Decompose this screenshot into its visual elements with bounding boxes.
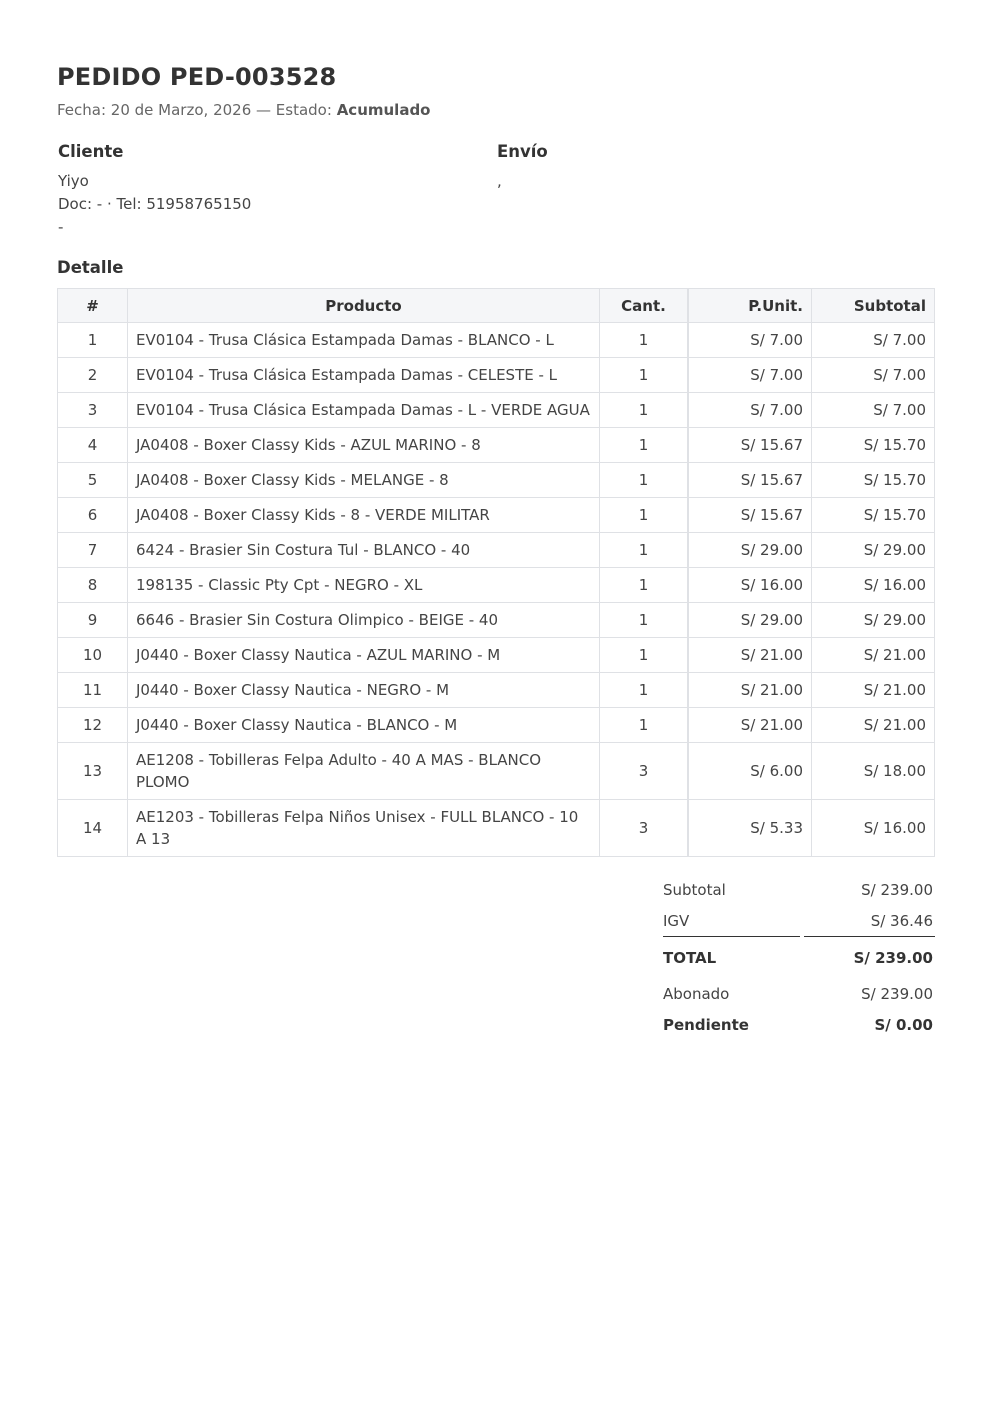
row-product: 6424 - Brasier Sin Costura Tul - BLANCO - 40 bbox=[128, 533, 600, 568]
page-title: PEDIDO PED-003528 bbox=[57, 63, 337, 91]
row-product: 198135 - Classic Pty Cpt - NEGRO - XL bbox=[128, 568, 600, 603]
row-qty: 1 bbox=[600, 428, 689, 463]
row-subtotal: S/ 29.00 bbox=[812, 603, 935, 638]
col-header-qty: Cant. bbox=[600, 289, 689, 323]
order-meta bbox=[57, 100, 935, 120]
pending-label: Pendiente bbox=[663, 1016, 749, 1034]
row-unit-price: S/ 21.00 bbox=[688, 638, 812, 673]
row-subtotal: S/ 7.00 bbox=[812, 358, 935, 393]
igv-label: IGV bbox=[663, 912, 690, 930]
row-qty: 1 bbox=[600, 393, 689, 428]
row-qty: 1 bbox=[600, 498, 689, 533]
table-row bbox=[58, 533, 935, 568]
paid-label: Abonado bbox=[663, 985, 730, 1003]
total-label: TOTAL bbox=[663, 949, 717, 967]
subtotal-row bbox=[663, 875, 935, 906]
table-row bbox=[58, 323, 935, 358]
table-row bbox=[58, 800, 935, 857]
col-header-number: # bbox=[58, 289, 128, 323]
row-product: 6646 - Brasier Sin Costura Olimpico - BEIGE - 40 bbox=[128, 603, 600, 638]
row-subtotal: S/ 16.00 bbox=[812, 568, 935, 603]
table-row bbox=[58, 638, 935, 673]
parties-section bbox=[57, 140, 935, 240]
row-number: 2 bbox=[58, 358, 128, 393]
row-number: 13 bbox=[58, 743, 128, 800]
detail-table bbox=[57, 288, 935, 857]
row-number: 14 bbox=[58, 800, 128, 857]
igv-row bbox=[663, 906, 935, 937]
table-row bbox=[58, 603, 935, 638]
row-product: J0440 - Boxer Classy Nautica - BLANCO - M bbox=[128, 708, 600, 743]
row-subtotal: S/ 21.00 bbox=[812, 673, 935, 708]
client-address: - bbox=[58, 218, 64, 236]
date-label: Fecha: 20 de Marzo, 2026 — Estado: bbox=[57, 101, 332, 119]
row-subtotal: S/ 16.00 bbox=[812, 800, 935, 857]
row-subtotal: S/ 7.00 bbox=[812, 393, 935, 428]
row-unit-price: S/ 21.00 bbox=[688, 673, 812, 708]
table-row bbox=[58, 428, 935, 463]
pending-row bbox=[663, 1010, 935, 1041]
row-product: EV0104 - Trusa Clásica Estampada Damas - BLANCO - L bbox=[128, 323, 600, 358]
row-product: EV0104 - Trusa Clásica Estampada Damas - L - VERDE AGUA bbox=[128, 393, 600, 428]
row-subtotal: S/ 15.70 bbox=[812, 463, 935, 498]
client-name: Yiyo bbox=[58, 172, 89, 190]
row-subtotal: S/ 29.00 bbox=[812, 533, 935, 568]
row-unit-price: S/ 15.67 bbox=[688, 428, 812, 463]
table-row bbox=[58, 358, 935, 393]
row-qty: 1 bbox=[600, 638, 689, 673]
row-qty: 1 bbox=[600, 323, 689, 358]
row-product: JA0408 - Boxer Classy Kids - AZUL MARINO - 8 bbox=[128, 428, 600, 463]
row-number: 8 bbox=[58, 568, 128, 603]
row-subtotal: S/ 15.70 bbox=[812, 498, 935, 533]
table-row bbox=[58, 498, 935, 533]
col-header-unit-price: P.Unit. bbox=[688, 289, 812, 323]
row-number: 7 bbox=[58, 533, 128, 568]
row-number: 10 bbox=[58, 638, 128, 673]
row-number: 9 bbox=[58, 603, 128, 638]
status-value: Acumulado bbox=[336, 101, 431, 119]
table-row bbox=[58, 708, 935, 743]
col-header-product: Producto bbox=[128, 289, 600, 323]
row-product: JA0408 - Boxer Classy Kids - MELANGE - 8 bbox=[128, 463, 600, 498]
client-block bbox=[58, 140, 251, 239]
detail-heading: Detalle bbox=[57, 258, 124, 277]
igv-value: S/ 36.46 bbox=[870, 912, 933, 930]
shipping-line: , bbox=[497, 172, 502, 190]
total-value: S/ 239.00 bbox=[853, 949, 933, 967]
row-number: 11 bbox=[58, 673, 128, 708]
row-qty: 1 bbox=[600, 603, 689, 638]
row-unit-price: S/ 16.00 bbox=[688, 568, 812, 603]
row-number: 5 bbox=[58, 463, 128, 498]
row-unit-price: S/ 7.00 bbox=[688, 358, 812, 393]
client-doc-line: Doc: - · Tel: 51958765150 bbox=[58, 195, 252, 213]
row-qty: 1 bbox=[600, 463, 689, 498]
row-qty: 1 bbox=[600, 533, 689, 568]
row-unit-price: S/ 29.00 bbox=[688, 603, 812, 638]
row-subtotal: S/ 21.00 bbox=[812, 638, 935, 673]
totals-block bbox=[663, 875, 935, 1041]
row-number: 3 bbox=[58, 393, 128, 428]
row-unit-price: S/ 21.00 bbox=[688, 708, 812, 743]
row-unit-price: S/ 29.00 bbox=[688, 533, 812, 568]
subtotal-label: Subtotal bbox=[663, 881, 726, 899]
row-qty: 3 bbox=[600, 743, 689, 800]
row-number: 1 bbox=[58, 323, 128, 358]
row-qty: 1 bbox=[600, 568, 689, 603]
row-unit-price: S/ 15.67 bbox=[688, 463, 812, 498]
row-product: J0440 - Boxer Classy Nautica - AZUL MARINO - M bbox=[128, 638, 600, 673]
table-body bbox=[58, 323, 935, 857]
table-header-row bbox=[58, 289, 935, 323]
table-row bbox=[58, 463, 935, 498]
client-heading: Cliente bbox=[58, 142, 124, 161]
table-row bbox=[58, 393, 935, 428]
row-product: AE1208 - Tobilleras Felpa Adulto - 40 A MAS - BLANCO PLOMO bbox=[128, 743, 600, 800]
table-row bbox=[58, 568, 935, 603]
col-header-subtotal: Subtotal bbox=[812, 289, 935, 323]
row-qty: 3 bbox=[600, 800, 689, 857]
order-document bbox=[57, 62, 935, 1034]
shipping-heading: Envío bbox=[497, 142, 548, 161]
table-row bbox=[58, 673, 935, 708]
row-number: 12 bbox=[58, 708, 128, 743]
row-qty: 1 bbox=[600, 673, 689, 708]
row-product: JA0408 - Boxer Classy Kids - 8 - VERDE MILITAR bbox=[128, 498, 600, 533]
row-unit-price: S/ 6.00 bbox=[688, 743, 812, 800]
row-product: EV0104 - Trusa Clásica Estampada Damas - CELESTE - L bbox=[128, 358, 600, 393]
row-unit-price: S/ 15.67 bbox=[688, 498, 812, 533]
row-unit-price: S/ 5.33 bbox=[688, 800, 812, 857]
row-subtotal: S/ 7.00 bbox=[812, 323, 935, 358]
table-row bbox=[58, 743, 935, 800]
row-subtotal: S/ 21.00 bbox=[812, 708, 935, 743]
shipping-block bbox=[497, 140, 548, 193]
pending-value: S/ 0.00 bbox=[874, 1016, 933, 1034]
row-qty: 1 bbox=[600, 358, 689, 393]
row-subtotal: S/ 15.70 bbox=[812, 428, 935, 463]
row-product: J0440 - Boxer Classy Nautica - NEGRO - M bbox=[128, 673, 600, 708]
row-number: 4 bbox=[58, 428, 128, 463]
row-subtotal: S/ 18.00 bbox=[812, 743, 935, 800]
row-number: 6 bbox=[58, 498, 128, 533]
total-row bbox=[663, 937, 935, 979]
row-product: AE1203 - Tobilleras Felpa Niños Unisex - FULL BLANCO - 10 A 13 bbox=[128, 800, 600, 857]
paid-value: S/ 239.00 bbox=[861, 985, 933, 1003]
row-qty: 1 bbox=[600, 708, 689, 743]
paid-row bbox=[663, 979, 935, 1010]
row-unit-price: S/ 7.00 bbox=[688, 393, 812, 428]
subtotal-value: S/ 239.00 bbox=[861, 881, 933, 899]
row-unit-price: S/ 7.00 bbox=[688, 323, 812, 358]
